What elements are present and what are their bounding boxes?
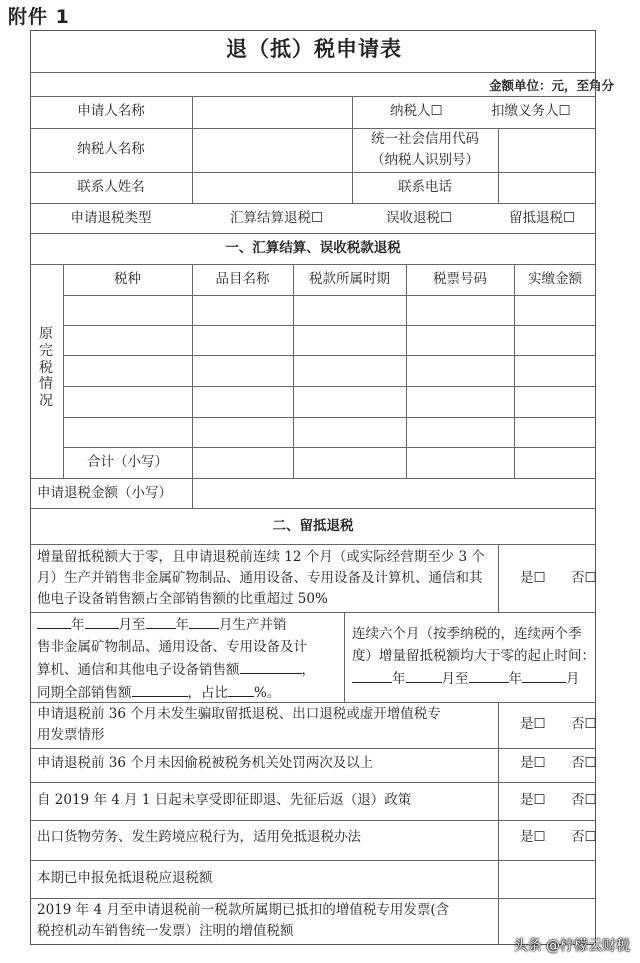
row-divider: [30, 264, 596, 265]
watermark: 头条 @柠檬云财税: [513, 938, 630, 954]
consecutive-months-line1: 连续六个月（按季纳税的，连续两个季: [352, 626, 582, 642]
row-divider: [30, 544, 596, 545]
row-divider: [30, 203, 596, 204]
sales-period-line1: 年 月至 年 月生产并销: [37, 614, 287, 636]
q3-yes-checkbox[interactable]: 是☐: [520, 755, 546, 771]
consecutive-months-line2: 度）增量留抵税额均大于零的起止时间：: [352, 648, 595, 664]
q5-text: 出口货物劳务、发生跨境应税行为，适用免抵退税办法: [37, 829, 361, 845]
section1-header: 一、汇算结算、误收税款退税: [225, 240, 401, 256]
row-divider: [30, 612, 596, 613]
form-title: 退（抵）税申请表: [226, 37, 402, 61]
row-divider: [63, 417, 596, 418]
q2-yes-checkbox[interactable]: 是☐: [520, 716, 546, 732]
row-divider: [30, 508, 596, 509]
column-paid-amount: 实缴金额: [528, 271, 582, 287]
contact-phone-label: 联系电话: [398, 179, 452, 195]
row-divider: [63, 355, 596, 356]
column-divider: [293, 264, 294, 478]
q1-text: 增量留抵税额大于零，且申请退税前连续 12 个月（或实际经营期至少 3 个月）生产并销售非金属矿物制品、通用设备、专用设备及计算机、通信和其他电子设备销售额占全部销售额的比重超过 50%: [37, 549, 485, 607]
column-ticket-number: 税票号码: [433, 271, 487, 287]
column-divider: [498, 128, 499, 203]
column-divider: [406, 264, 407, 478]
exempt-refund-label: 本期已申报免抵退税应退税额: [37, 870, 213, 886]
q4-no-checkbox[interactable]: 否☐: [571, 792, 597, 808]
row-divider: [30, 128, 596, 129]
refund-type-credit-checkbox[interactable]: 留抵退税☐: [509, 210, 576, 226]
taxpayer-checkbox[interactable]: 纳税人☐: [390, 103, 443, 119]
row-divider: [63, 386, 596, 387]
q2-text-cont: 用发票情形: [37, 727, 105, 743]
sales-period-line3: 算机、通信和其他电子设备销售额 ，: [37, 659, 315, 681]
column-item-name: 品目名称: [215, 271, 270, 287]
row-divider: [30, 702, 596, 703]
withholding-agent-checkbox[interactable]: 扣缴义务人☐: [491, 103, 571, 119]
attachment-label: 附件 1: [8, 6, 70, 28]
column-divider: [192, 264, 193, 508]
unit-note: 金额单位：元，至角分: [488, 78, 614, 93]
row-divider: [63, 325, 596, 326]
row-divider: [30, 96, 596, 97]
contact-name-label: 联系人姓名: [77, 179, 145, 195]
q3-no-checkbox[interactable]: 否☐: [571, 755, 597, 771]
q1-yes-checkbox[interactable]: 是☐: [520, 570, 546, 586]
deducted-vat-label-cont: 税控机动车销售统一发票）注明的增值税额: [37, 923, 294, 939]
column-tax-type: 税种: [114, 271, 141, 287]
sales-period-line4: 同期全部销售额 ，占比 %。: [37, 682, 280, 704]
q2-text: 申请退税前 36 个月未发生骗取留抵退税、出口退税或虚开增值税专: [37, 706, 441, 722]
row-divider: [30, 820, 596, 821]
consecutive-months-line3: 年 月至 年 月: [352, 668, 580, 690]
row-divider: [30, 860, 596, 861]
total-label: 合计（小写）: [87, 454, 168, 470]
sales-period-line2: 售非金属矿物制品、通用设备、专用设备及计: [37, 639, 307, 655]
q4-yes-checkbox[interactable]: 是☐: [520, 792, 546, 808]
deducted-vat-label: 2019 年 4 月至申请退税前一税款所属期已抵扣的增值税专用发票(含: [37, 902, 450, 918]
column-divider: [498, 702, 499, 945]
refund-type-error-checkbox[interactable]: 误收退税☐: [386, 210, 453, 226]
column-divider: [344, 612, 345, 702]
original-tax-side-label: 原完税情况: [39, 326, 53, 410]
q1-no-checkbox[interactable]: 否☐: [571, 570, 597, 586]
column-divider: [514, 264, 515, 478]
q2-no-checkbox[interactable]: 否☐: [571, 716, 597, 732]
refund-type-label: 申请退税类型: [70, 210, 152, 226]
row-divider: [30, 72, 596, 73]
row-divider: [63, 447, 596, 448]
refund-type-settlement-checkbox[interactable]: 汇算结算退税☐: [230, 210, 324, 226]
row-divider: [30, 748, 596, 749]
row-divider: [30, 233, 596, 234]
column-divider: [352, 96, 353, 203]
column-tax-period: 税款所属时期: [309, 271, 390, 287]
q3-text: 申请退税前 36 个月未因偷税被税务机关处罚两次及以上: [37, 755, 374, 771]
section2-header: 二、留抵退税: [272, 518, 354, 534]
column-divider: [192, 96, 193, 203]
q5-no-checkbox[interactable]: 否☐: [571, 829, 597, 845]
row-divider: [30, 898, 596, 899]
row-divider: [30, 782, 596, 783]
row-divider: [63, 295, 596, 296]
taxpayer-name-label: 纳税人名称: [77, 141, 145, 157]
column-divider: [498, 544, 499, 612]
applicant-name-label: 申请人名称: [77, 103, 145, 119]
refund-amount-label: 申请退税金额（小写）: [37, 485, 172, 501]
credit-code-label: 统一社会信用代码: [371, 131, 479, 147]
q4-text: 自 2019 年 4 月 1 日起未享受即征即退、先征后返（退）政策: [37, 792, 412, 808]
row-divider: [30, 172, 596, 173]
row-divider: [30, 478, 596, 479]
q5-yes-checkbox[interactable]: 是☐: [520, 829, 546, 845]
credit-code-label-sub: （纳税人识别号）: [371, 152, 479, 168]
column-divider: [63, 264, 64, 478]
